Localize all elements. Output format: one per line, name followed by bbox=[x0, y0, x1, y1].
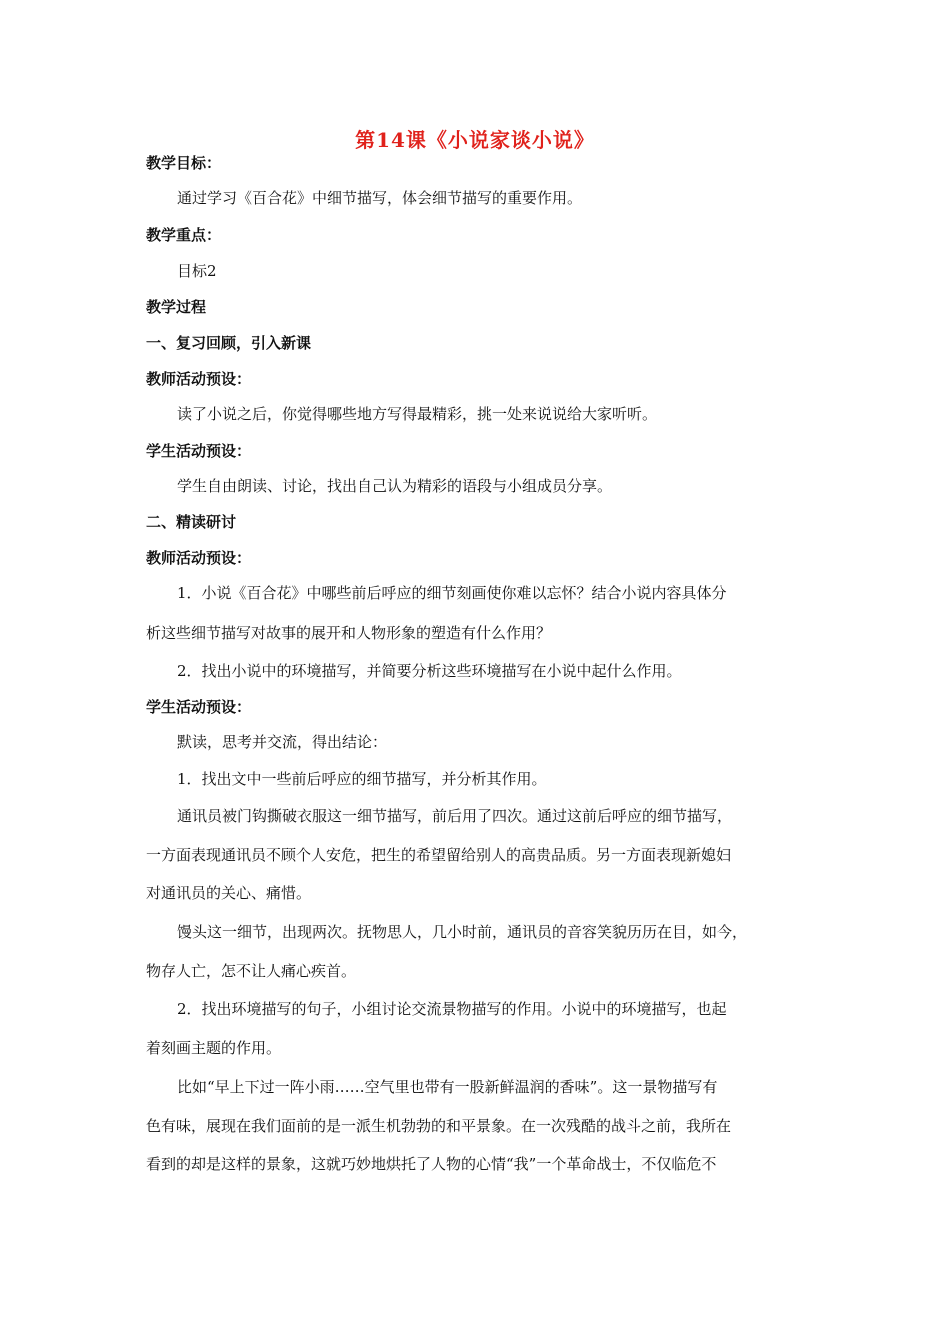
document-title: 第14课《小说家谈小说》 bbox=[355, 128, 595, 152]
heading-teaching-process: 教学过程 bbox=[146, 298, 207, 316]
paragraph-line: 目标2 bbox=[177, 262, 217, 280]
paragraph-line: 2．找出小说中的环境描写，并简要分析这些环境描写在小说中起什么作用。 bbox=[177, 662, 682, 680]
paragraph-line: 1．小说《百合花》中哪些前后呼应的细节刻画使你难以忘怀？结合小说内容具体分 bbox=[177, 584, 727, 602]
paragraph-line: 色有味，展现在我们面前的是一派生机勃勃的和平景象。在一次残酷的战斗之前，我所在 bbox=[146, 1117, 732, 1135]
heading-teacher-activity: 教师活动预设： bbox=[146, 549, 252, 567]
paragraph-line: 读了小说之后，你觉得哪些地方写得最精彩，挑一处来说说给大家听听。 bbox=[177, 405, 658, 423]
paragraph-line: 学生自由朗读、讨论，找出自己认为精彩的语段与小组成员分享。 bbox=[177, 477, 613, 495]
paragraph-line: 对通讯员的关心、痛惜。 bbox=[146, 884, 312, 902]
paragraph-line: 通过学习《百合花》中细节描写，体会细节描写的重要作用。 bbox=[177, 189, 583, 207]
paragraph-line: 馒头这一细节，出现两次。抚物思人，几小时前，通讯员的音容笑貌历历在目，如今， bbox=[177, 923, 748, 941]
paragraph-line: 一方面表现通讯员不顾个人安危，把生的希望留给别人的高贵品质。另一方面表现新媳妇 bbox=[146, 846, 732, 864]
heading-teaching-focus: 教学重点： bbox=[146, 226, 222, 244]
paragraph-line: 2．找出环境描写的句子，小组讨论交流景物描写的作用。小说中的环境描写，也起 bbox=[177, 1000, 727, 1018]
section-heading-review: 一、复习回顾，引入新课 bbox=[146, 334, 312, 352]
paragraph-line: 着刻画主题的作用。 bbox=[146, 1039, 282, 1057]
section-heading-close-reading: 二、精读研讨 bbox=[146, 513, 237, 531]
paragraph-line: 物存人亡，怎不让人痛心疾首。 bbox=[146, 962, 357, 980]
paragraph-line: 1．找出文中一些前后呼应的细节描写，并分析其作用。 bbox=[177, 770, 547, 788]
heading-student-activity: 学生活动预设： bbox=[146, 698, 252, 716]
paragraph-line: 看到的却是这样的景象，这就巧妙地烘托了人物的心情“我”一个革命战士，不仅临危不 bbox=[146, 1155, 717, 1173]
paragraph-line: 比如“早上下过一阵小雨……空气里也带有一股新鲜温润的香味”。这一景物描写有 bbox=[177, 1078, 718, 1096]
heading-student-activity: 学生活动预设： bbox=[146, 442, 252, 460]
heading-teaching-goals: 教学目标： bbox=[146, 154, 222, 172]
heading-teacher-activity: 教师活动预设： bbox=[146, 370, 252, 388]
paragraph-line: 默读，思考并交流，得出结论： bbox=[177, 733, 388, 751]
paragraph-line: 通讯员被门钩撕破衣服这一细节描写，前后用了四次。通过这前后呼应的细节描写， bbox=[177, 807, 733, 825]
paragraph-line: 析这些细节描写对故事的展开和人物形象的塑造有什么作用？ bbox=[146, 624, 552, 642]
